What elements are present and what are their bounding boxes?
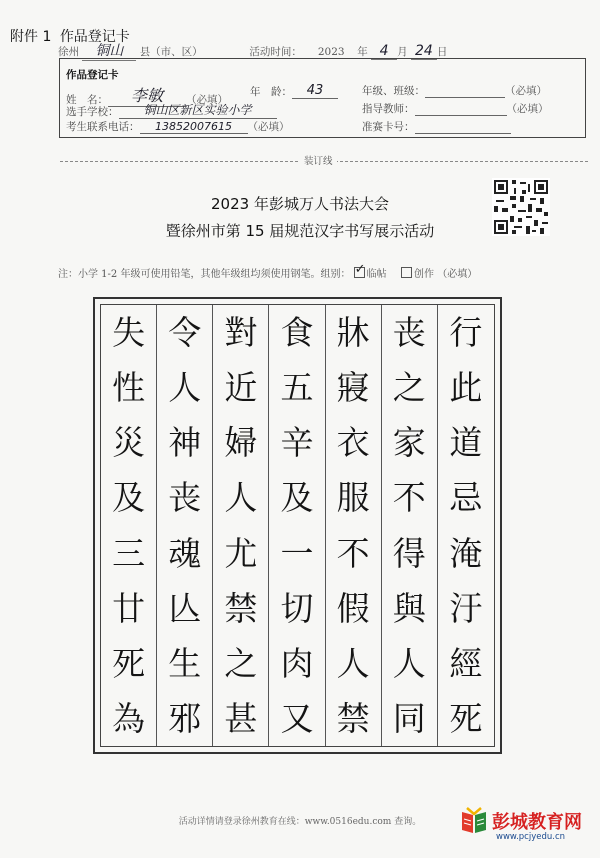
grid-cell: 之: [382, 360, 438, 415]
name-value: 李敏: [130, 86, 163, 105]
teacher-label: 指导教师：: [362, 103, 415, 115]
grid-cell: 不: [382, 470, 438, 525]
grid-cell: 及: [101, 470, 157, 525]
day-unit: 日: [436, 46, 448, 58]
grid-cell: 經: [449, 643, 483, 683]
ticket-value: [415, 133, 511, 134]
grid-cell: 及: [269, 470, 325, 525]
grid-cell: 神: [157, 415, 213, 470]
grid-cell: 寢: [326, 360, 382, 415]
grid-cell: 不: [326, 526, 382, 581]
teacher-value: [415, 115, 507, 116]
grid-cell: 肉: [269, 636, 325, 691]
grid-cell: 性: [101, 360, 157, 415]
name-label: 姓 名：: [66, 94, 108, 106]
grid-cell: 切: [269, 581, 325, 636]
teacher-field: [362, 101, 549, 116]
grid-cell: 得: [382, 526, 438, 581]
option-copy-checkbox[interactable]: [354, 267, 365, 278]
attachment-label: 附件 1: [10, 29, 52, 45]
year-value: 2023: [305, 46, 357, 59]
phone-required: （必填）: [247, 121, 290, 133]
option-create-label: 创作: [414, 269, 435, 280]
option-copy-label: 临帖: [366, 269, 387, 280]
grid-cell: 汙: [449, 588, 483, 628]
teacher-required: （必填）: [506, 103, 549, 115]
phone-field: [66, 119, 290, 134]
name-required: （必填）: [186, 94, 228, 106]
grade-label: 年级、班级：: [362, 85, 425, 97]
grid-cell: 又: [269, 691, 325, 746]
grid-cell: 魂: [157, 526, 213, 581]
school-field: [66, 101, 277, 119]
grid-cell: 服: [326, 470, 382, 525]
card-title: 作品登记卡: [66, 69, 119, 81]
ticket-label: 准赛卡号：: [362, 121, 415, 133]
book-logo-icon: [458, 806, 490, 836]
attachment-card-name: 作品登记卡: [59, 29, 130, 45]
grid-cell: 死: [449, 698, 483, 738]
age-value: 43: [306, 83, 324, 98]
logo-name: 彭城教育网: [492, 812, 582, 833]
activity-time-label: 活动时间：: [249, 46, 302, 58]
grid-cell: 令: [157, 305, 213, 360]
grid-cell: 三: [101, 526, 157, 581]
grid-cell: 一: [269, 526, 325, 581]
grid-cell: 牀: [326, 305, 382, 360]
grid-cell: 人: [382, 636, 438, 691]
grade-value: [425, 97, 505, 98]
event-title: 2023 年彭城万人书法大会: [211, 195, 389, 213]
grid-cell: 亾: [157, 581, 213, 636]
phone-value: 13852007615: [155, 120, 232, 133]
note-text: 注：小学 1-2 年级可使用铅笔，其他年级组均须使用钢笔。组别：: [58, 269, 351, 280]
county-handwritten: 铜山: [95, 43, 124, 59]
grid-cell: 淹: [449, 533, 483, 573]
grid-cell: 生: [157, 636, 213, 691]
binding-label: 装订线: [300, 153, 337, 167]
footer-note: 活动详情请登录徐州教育在线：www.0516edu.com 查询。: [178, 817, 422, 827]
grid-cell: 廿: [101, 581, 157, 636]
instruction-note: [58, 265, 477, 280]
county-label: 县（市、区）: [139, 46, 203, 58]
grid-cell: 禁: [213, 581, 269, 636]
grid-cell: 辛: [269, 415, 325, 470]
grid-cell: 禁: [326, 691, 382, 746]
grid-cell: 近: [213, 360, 269, 415]
ticket-field: [362, 119, 511, 134]
grid-cell: 食: [269, 305, 325, 360]
month-unit: 月: [397, 46, 408, 58]
grid-cell: 甚: [213, 691, 269, 746]
grid-cell: 衣: [326, 415, 382, 470]
logo-url: www.pcjyedu.cn: [496, 832, 566, 842]
age-label: 年 龄：: [250, 86, 292, 98]
age-field: [250, 83, 338, 99]
grid-cell: 五: [269, 360, 325, 415]
grade-required: （必填）: [505, 85, 547, 97]
grid-cell: 失: [101, 305, 157, 360]
year-unit: 年: [357, 46, 368, 58]
event-subtitle: 暨徐州市第 15 届规范汉字书写展示活动: [165, 222, 435, 240]
grid-cell: 與: [382, 581, 438, 636]
grid-cell: 為: [101, 691, 157, 746]
grid-cell: 丧: [157, 470, 213, 525]
grid-cell: 假: [326, 581, 382, 636]
grid-cell: 邪: [157, 691, 213, 746]
grid-cell: 忌: [449, 478, 483, 518]
grid-cell: 家: [382, 415, 438, 470]
grid-cell: 婦: [213, 415, 269, 470]
grid-cell: 人: [213, 470, 269, 525]
writing-grid: [100, 304, 495, 747]
registration-card: [59, 58, 586, 138]
grid-cell: 災: [101, 415, 157, 470]
grid-cell: 同: [382, 691, 438, 746]
grid-cell: 對: [213, 305, 269, 360]
grid-cell: 人: [157, 360, 213, 415]
grid-cell: 死: [101, 636, 157, 691]
month-value: 4: [379, 43, 389, 59]
grade-field: [362, 83, 547, 98]
grid-cell: 行: [449, 313, 483, 353]
grid-cell: 尤: [213, 526, 269, 581]
grid-cell: 道: [449, 423, 483, 463]
grid-cell: 丧: [382, 305, 438, 360]
option-create-checkbox[interactable]: [401, 267, 412, 278]
grid-cell: 此: [449, 368, 483, 408]
grid-cell: 人: [326, 636, 382, 691]
school-value: 铜山区新区实验小学: [143, 103, 252, 117]
school-label: 选手学校：: [66, 106, 119, 118]
note-required: （必填）: [437, 269, 478, 280]
phone-label: 考生联系电话：: [66, 121, 140, 133]
day-value: 24: [414, 43, 433, 59]
grid-cell: 之: [213, 636, 269, 691]
city-label: 徐州: [58, 46, 79, 58]
